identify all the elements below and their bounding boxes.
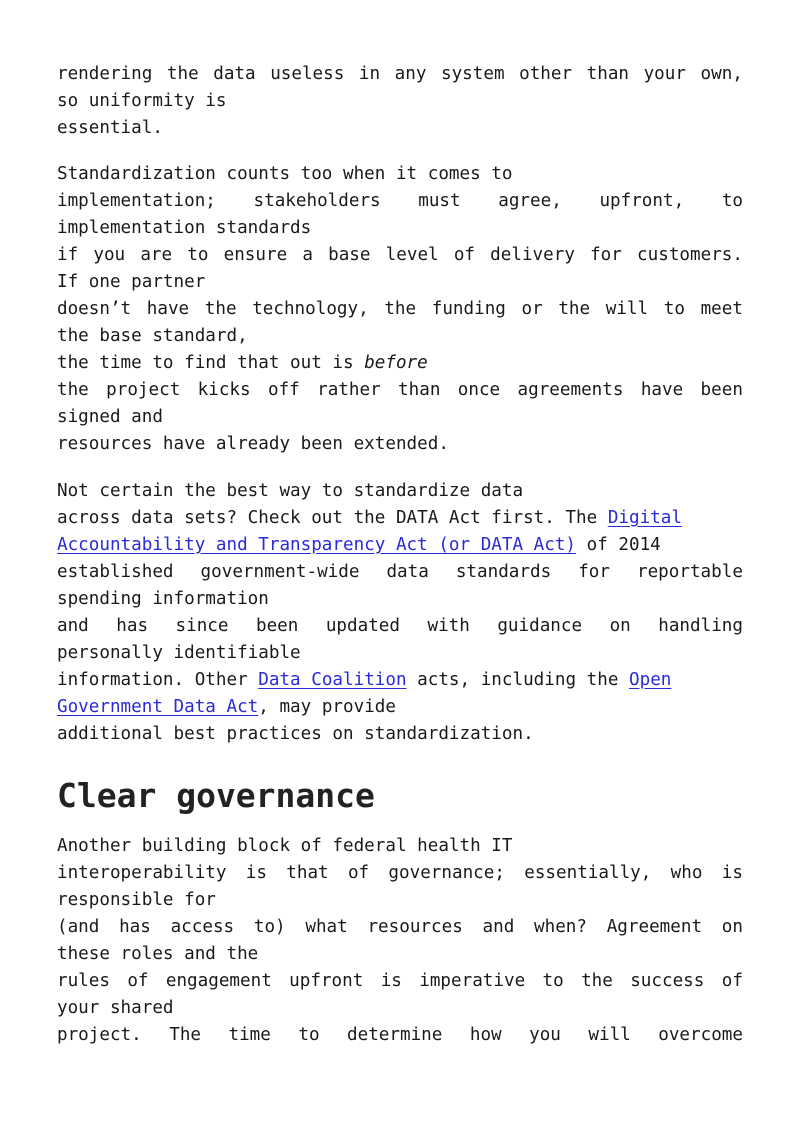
word: ensure	[223, 245, 288, 265]
open-government-data-act-link[interactable]: Government Data Act	[57, 697, 259, 717]
word: stakeholders	[253, 191, 381, 211]
text-line	[57, 667, 743, 694]
word: to	[663, 299, 685, 319]
data-coalition-link[interactable]: Data Coalition	[258, 670, 407, 690]
text-line: Standardization counts too when it comes to	[57, 164, 513, 184]
word: to	[187, 245, 209, 265]
word: guidance	[497, 616, 583, 636]
text-line: the base standard,	[57, 326, 248, 346]
word: customers.	[637, 245, 743, 265]
word: interoperability	[57, 863, 227, 883]
text-line: your shared	[57, 998, 174, 1018]
text-line	[57, 350, 743, 377]
word: essentially,	[524, 863, 652, 883]
word: has	[116, 616, 149, 636]
word: is	[721, 863, 743, 883]
text-line	[57, 61, 743, 88]
word: data	[213, 64, 256, 84]
text-span: across data sets? Check out the DATA Act first. The	[57, 508, 608, 528]
word: established	[57, 562, 174, 582]
word: the	[166, 64, 199, 84]
word: or	[521, 299, 543, 319]
text-span: acts, including the	[406, 670, 630, 690]
word: to	[298, 1025, 320, 1045]
word: for	[590, 245, 622, 265]
word: what	[305, 917, 348, 937]
word: the	[581, 971, 613, 991]
word: rules	[57, 971, 110, 991]
word: system	[441, 64, 505, 84]
word: been	[255, 616, 299, 636]
word: overcome	[658, 1025, 743, 1045]
word: doesn’t	[57, 299, 132, 319]
word: level	[385, 245, 439, 265]
word: time	[228, 1025, 271, 1045]
text-line: these roles and the	[57, 944, 259, 964]
text-line: implementation standards	[57, 218, 312, 238]
word: on	[609, 616, 631, 636]
word: handling	[658, 616, 743, 636]
word: project	[106, 380, 181, 400]
word: of	[721, 971, 743, 991]
word: governance;	[388, 863, 505, 883]
text-line: Not certain the best way to standardize data	[57, 481, 524, 501]
word: off	[267, 380, 300, 400]
word: if	[57, 245, 79, 265]
word: for	[578, 562, 610, 582]
word: engagement	[165, 971, 272, 991]
text-span: of 2014	[576, 535, 661, 555]
text-line: Another building block of federal health IT	[57, 836, 513, 856]
word: have	[146, 299, 190, 319]
word: upfront	[289, 971, 364, 991]
word: you	[93, 245, 126, 265]
word: when?	[534, 917, 587, 937]
text-line	[57, 694, 743, 721]
word: access	[170, 917, 235, 937]
text-line: personally identifiable	[57, 643, 301, 663]
word: funding	[431, 299, 506, 319]
word: how	[469, 1025, 502, 1045]
word: any	[394, 64, 427, 84]
word: agree,	[498, 191, 562, 211]
word: delivery	[490, 245, 575, 265]
text-line	[57, 242, 743, 269]
word: than	[398, 380, 441, 400]
word: The	[169, 1025, 202, 1045]
text-line	[57, 559, 743, 586]
text-line	[57, 860, 743, 887]
word: been	[700, 380, 743, 400]
word: your	[643, 64, 686, 84]
word: is	[245, 863, 267, 883]
word: a	[302, 245, 313, 265]
word: rather	[317, 380, 381, 400]
word: to	[542, 971, 564, 991]
word: the	[384, 299, 417, 319]
word: Agreement	[606, 917, 703, 937]
text-line	[57, 296, 743, 323]
word: rendering	[57, 64, 153, 84]
text-span: , may provide	[258, 697, 396, 717]
data-act-link[interactable]: Accountability and Transparency Act (or DATA Act)	[57, 535, 577, 555]
word: own,	[700, 64, 743, 84]
text-line: additional best practices on standardization.	[57, 724, 534, 744]
word: has	[119, 917, 151, 937]
text-line: If one partner	[57, 272, 206, 292]
word: the	[204, 299, 237, 319]
text-line: responsible for	[57, 890, 216, 910]
word: base	[328, 245, 371, 265]
word: data	[386, 562, 429, 582]
word: reportable	[637, 562, 743, 582]
word: of	[453, 245, 475, 265]
text-line	[57, 188, 743, 215]
text-span: the time to find that out is	[57, 353, 365, 373]
text-line: so uniformity is	[57, 91, 227, 111]
open-government-data-act-link[interactable]: Open	[629, 670, 672, 690]
word: determine	[347, 1025, 443, 1045]
word: kicks	[197, 380, 251, 400]
word: agreements	[517, 380, 624, 400]
text-span: information. Other	[57, 670, 259, 690]
text-line	[57, 968, 743, 995]
word: must	[418, 191, 461, 211]
word: that	[286, 863, 329, 883]
word: technology,	[252, 299, 369, 319]
word: updated	[325, 616, 400, 636]
text-line	[57, 914, 743, 941]
word: is	[380, 971, 402, 991]
word: useless	[270, 64, 345, 84]
word: of	[347, 863, 370, 883]
word: since	[175, 616, 229, 636]
word: who	[670, 863, 703, 883]
word: and	[482, 917, 515, 937]
word: success	[630, 971, 705, 991]
emphasis-text: before	[364, 353, 428, 373]
word: once	[457, 380, 501, 400]
data-act-link[interactable]: Digital	[607, 508, 682, 528]
text-line	[57, 505, 743, 532]
word: will	[588, 1025, 631, 1045]
text-line: spending information	[57, 589, 269, 609]
word: than	[586, 64, 630, 84]
text-line	[57, 1022, 743, 1049]
word: (and	[57, 917, 100, 937]
word: other	[519, 64, 573, 84]
text-line	[57, 377, 743, 404]
word: have	[640, 380, 684, 400]
text-line	[57, 613, 743, 640]
word: of	[127, 971, 149, 991]
word: on	[721, 917, 743, 937]
word: project.	[57, 1025, 142, 1045]
text-line: resources have already been extended.	[57, 434, 449, 454]
word: resources	[367, 917, 463, 937]
text-line	[57, 532, 743, 559]
word: with	[427, 616, 470, 636]
word: the	[558, 299, 591, 319]
word: meet	[700, 299, 743, 319]
text-line: signed and	[57, 407, 163, 427]
word: standards	[455, 562, 552, 582]
word: will	[605, 299, 649, 319]
word: imperative	[419, 971, 526, 991]
text-line: essential.	[57, 118, 163, 138]
word: government-wide	[200, 562, 360, 582]
section-heading: Clear governance	[57, 776, 375, 815]
word: the	[57, 380, 89, 400]
word: upfront,	[599, 191, 685, 211]
word: you	[529, 1025, 561, 1045]
word: are	[140, 245, 173, 265]
word: and	[57, 616, 89, 636]
word: to)	[253, 917, 286, 937]
word: to	[721, 191, 743, 211]
word: in	[358, 64, 381, 84]
word: implementation;	[57, 191, 216, 211]
